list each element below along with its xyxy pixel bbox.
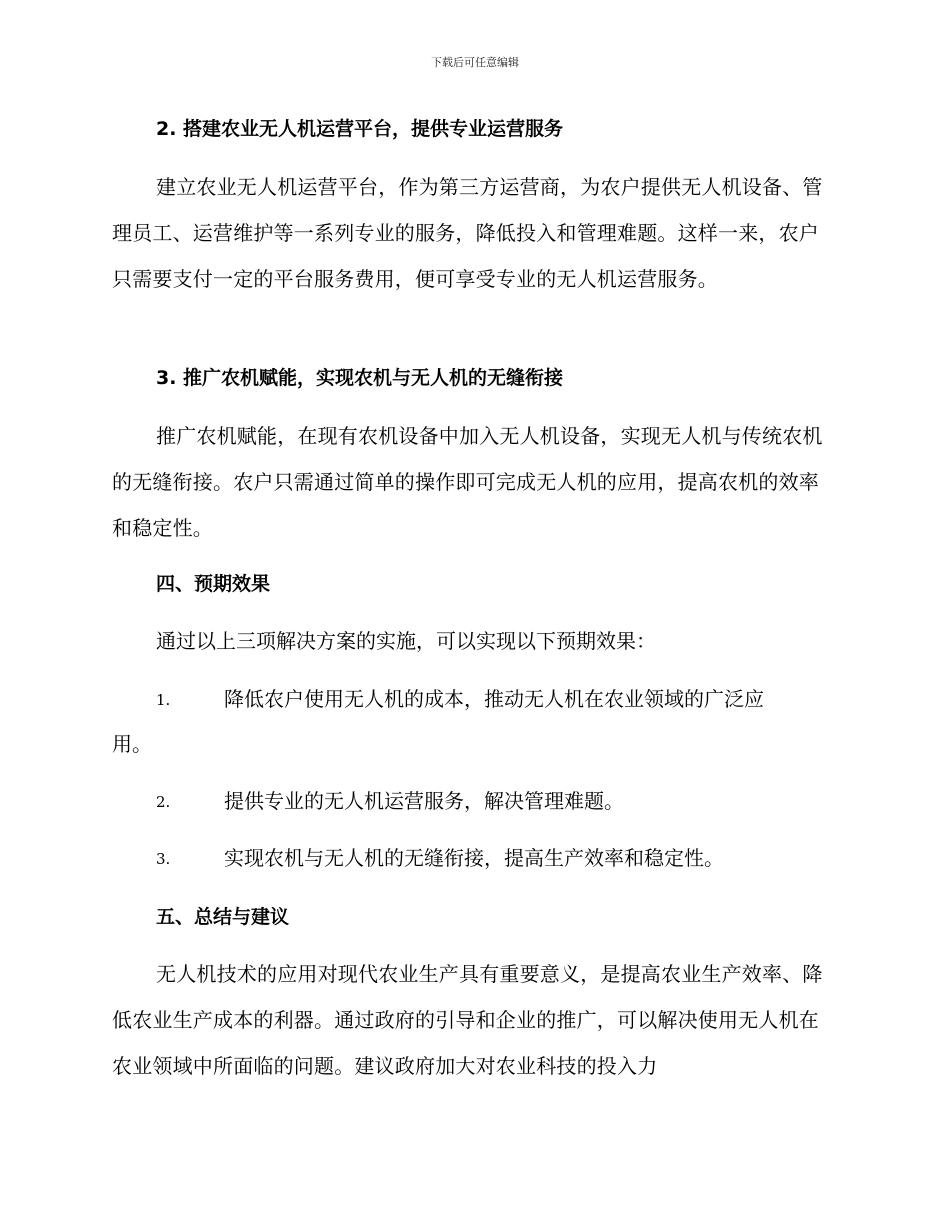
section-3-paragraph: 推广农机赋能，在现有农机设备中加入无人机设备，实现无人机与传统农机的无缝衔接。农户只需通过简单的操作即可完成无人机的应用，提高农机的效率和稳定性。 xyxy=(112,424,823,540)
section-3-heading: 3. 推广农机赋能，实现农机与无人机的无缝衔接 xyxy=(156,367,564,389)
section-five-heading: 五、总结与建议 xyxy=(156,906,290,928)
section-four-heading: 四、预期效果 xyxy=(156,573,271,595)
section-2-paragraph: 建立农业无人机运营平台，作为第三方运营商，为农户提供无人机设备、管理员工、运营维护等一系列专业的服务，降低投入和管理难题。这样一来，农户只需要支付一定的平台服务费用，便可享受专业的无人机运营服务。 xyxy=(112,175,823,291)
list-item-2-number: 2. xyxy=(156,793,171,811)
list-item-2-text: 提供专业的无人机运营服务，解决管理难题。 xyxy=(224,789,624,813)
page-header: 下载后可任意编辑 xyxy=(431,56,519,69)
list-item-1-continuation: 用。 xyxy=(112,732,152,756)
list-item-3-number: 3. xyxy=(156,850,171,868)
section-four-intro: 通过以上三项解决方案的实施，可以实现以下预期效果： xyxy=(156,629,656,653)
section-2-heading: 2. 搭建农业无人机运营平台，提供专业运营服务 xyxy=(156,118,564,140)
list-item-3-text: 实现农机与无人机的无缝衔接，提高生产效率和稳定性。 xyxy=(224,846,724,870)
list-item-1-text: 降低农户使用无人机的成本，推动无人机在农业领域的广泛应 xyxy=(224,687,764,711)
list-item-1-number: 1. xyxy=(156,691,171,709)
section-five-paragraph: 无人机技术的应用对现代农业生产具有重要意义，是提高农业生产效率、降低农业生产成本的利器。通过政府的引导和企业的推广，可以解决使用无人机在农业领域中所面临的问题。建议政府加大对农业科技的投入力 xyxy=(112,962,823,1078)
